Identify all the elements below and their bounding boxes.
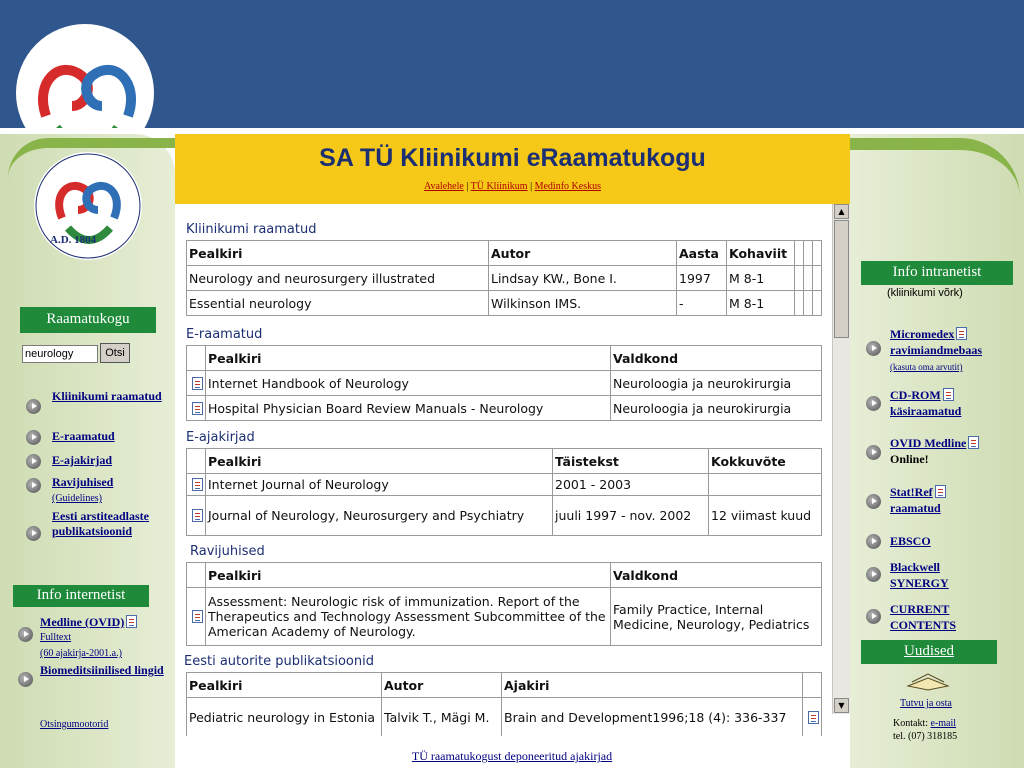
- table-row: [187, 588, 822, 646]
- contact-phone: tel. (07) 318185: [893, 731, 958, 742]
- empty-cell: [804, 241, 813, 266]
- right-item-cdrom[interactable]: [890, 387, 961, 419]
- table-kliinikumi: [186, 240, 822, 316]
- section-title-eraamatud: E-raamatud: [186, 327, 263, 342]
- section-raamatukogu: Raamatukogu: [20, 307, 156, 333]
- cell-title: Pediatric neurology in Estonia: [187, 698, 382, 737]
- nav-bullet-icon: [26, 430, 41, 445]
- right-item-ovid[interactable]: [890, 435, 979, 467]
- document-icon: [956, 327, 967, 340]
- cell-field: Neuroloogia ja neurokirurgia: [611, 371, 822, 396]
- ovid-online: Online!: [890, 452, 929, 466]
- table-row: [187, 291, 822, 316]
- table-eraamatud: [186, 345, 822, 421]
- nav-bullet-icon: [866, 609, 881, 624]
- document-icon[interactable]: [192, 377, 203, 390]
- table-row: [187, 496, 822, 536]
- nav-bullet-icon: [866, 396, 881, 411]
- nav-ravijuhised[interactable]: [52, 475, 113, 506]
- empty-cell: [813, 291, 822, 316]
- cell-title[interactable]: Internet Handbook of Neurology: [206, 371, 611, 396]
- nav-bullet-icon: [866, 567, 881, 582]
- empty-cell: [804, 291, 813, 316]
- cell-location: M 8-1: [727, 291, 795, 316]
- col-header: Autor: [382, 673, 502, 698]
- document-icon[interactable]: [192, 610, 203, 623]
- cell-location: M 8-1: [727, 266, 795, 291]
- nav-medline-ovid[interactable]: [40, 615, 165, 661]
- section-info-intranetist: Info intranetist: [861, 261, 1013, 285]
- link-tu-kliinikum[interactable]: TÜ Kliinikum: [470, 181, 528, 192]
- contact-label: Kontakt:: [893, 718, 928, 729]
- right-item-micromedex[interactable]: [890, 326, 982, 375]
- search-input[interactable]: neurology: [22, 345, 98, 363]
- table-row: [187, 266, 822, 291]
- contact-line: [893, 718, 956, 729]
- nav-bullet-icon: [26, 478, 41, 493]
- right-item-ebsco[interactable]: [890, 533, 931, 549]
- nav-bullet-icon: [866, 534, 881, 549]
- vertical-scrollbar[interactable]: [832, 204, 850, 714]
- col-header: Aasta: [677, 241, 727, 266]
- cell-fulltext: 2001 - 2003: [553, 474, 709, 496]
- cell-title[interactable]: Journal of Neurology, Neurosurgery and Psychiatry: [206, 496, 553, 536]
- cell-author: Talvik T., Mägi M.: [382, 698, 502, 737]
- document-icon: [968, 436, 979, 449]
- col-header: Valdkond: [611, 346, 822, 371]
- nav-ravijuhised-sub: (Guidelines): [52, 493, 102, 504]
- nav-kliinikumi-raamatud[interactable]: Kliinikumi raamatud: [52, 389, 162, 403]
- table-eesti: [186, 672, 822, 736]
- page-banner: [175, 134, 850, 204]
- table-row: [187, 698, 822, 737]
- ovid-link[interactable]: OVID Medline: [890, 436, 967, 450]
- intranet-note: (kliinikumi võrk): [887, 287, 963, 299]
- blackwell-sub[interactable]: SYNERGY: [890, 576, 949, 590]
- cell-abstract: 12 viimast kuud: [709, 496, 822, 536]
- cell-year: -: [677, 291, 727, 316]
- current-sub[interactable]: CONTENTS: [890, 618, 957, 632]
- empty-cell: [795, 291, 804, 316]
- statref-link[interactable]: Stat!Ref: [890, 485, 933, 499]
- table-ravijuhised: [186, 562, 822, 646]
- nav-bullet-icon: [26, 399, 41, 414]
- scroll-down-icon[interactable]: ▼: [834, 698, 849, 713]
- col-header: Autor: [489, 241, 677, 266]
- ebsco-link[interactable]: EBSCO: [890, 534, 931, 548]
- section-title-kliinikumi: Kliinikumi raamatud: [186, 222, 317, 237]
- nav-eesti-publikatsioonid[interactable]: Eesti arstiteadlaste publikatsioonid: [52, 509, 149, 538]
- nav-e-raamatud[interactable]: E-raamatud: [52, 429, 115, 443]
- table-row: [187, 396, 822, 421]
- cell-abstract: [709, 474, 822, 496]
- blackwell-link[interactable]: Blackwell: [890, 560, 940, 574]
- table-row: [187, 371, 822, 396]
- col-header: Pealkiri: [187, 673, 382, 698]
- empty-cell: [187, 449, 206, 474]
- micromedex-sub[interactable]: ravimiandmebaas: [890, 343, 983, 357]
- right-item-current-contents[interactable]: [890, 601, 956, 633]
- scroll-thumb[interactable]: [834, 220, 849, 338]
- cell-author: Wilkinson IMS.: [489, 291, 677, 316]
- table-row: [187, 474, 822, 496]
- search-button[interactable]: Otsi: [100, 343, 130, 363]
- content-frame: [176, 204, 832, 736]
- nav-bullet-icon: [866, 341, 881, 356]
- nav-ravijuhised-label: Ravijuhised: [52, 475, 114, 489]
- nav-bullet-icon: [18, 627, 33, 642]
- page-title: SA TÜ Kliinikumi eRaamatukogu: [319, 144, 706, 172]
- nav-bullet-icon: [866, 494, 881, 509]
- col-header: Pealkiri: [187, 241, 489, 266]
- cell-title[interactable]: Hospital Physician Board Review Manuals - Neurology: [206, 396, 611, 421]
- footer-link[interactable]: TÜ raamatukogust deponeeritud ajakirjad: [411, 749, 613, 763]
- col-header: Kokkuvõte: [709, 449, 822, 474]
- section-uudised[interactable]: Uudised: [861, 640, 997, 664]
- contact-email[interactable]: e-mail: [930, 718, 957, 729]
- banner-links: Avalehele | TÜ Kliinikum | Medinfo Keskus: [424, 181, 601, 192]
- empty-cell: [187, 346, 206, 371]
- statref-sub[interactable]: raamatud: [890, 501, 941, 515]
- scroll-up-icon[interactable]: ▲: [834, 204, 849, 219]
- document-icon: [126, 615, 137, 628]
- empty-cell: [795, 266, 804, 291]
- cell-title[interactable]: Internet Journal of Neurology: [206, 474, 553, 496]
- medline-fulltext: Fulltext: [40, 632, 72, 643]
- cell-field: Neuroloogia ja neurokirurgia: [611, 396, 822, 421]
- news-link[interactable]: Tutvu ja osta: [900, 698, 952, 709]
- section-title-eesti: Eesti autorite publikatsioonid: [184, 654, 374, 669]
- section-title-eajakirjad: E-ajakirjad: [186, 430, 255, 445]
- empty-cell: [803, 673, 822, 698]
- cdrom-sub[interactable]: käsiraamatud: [890, 404, 962, 418]
- nav-bullet-icon: [866, 445, 881, 460]
- col-header: Kohaviit: [727, 241, 795, 266]
- cell-title: Neurology and neurosurgery illustrated: [187, 266, 489, 291]
- nav-e-ajakirjad[interactable]: E-ajakirjad: [52, 453, 112, 467]
- cell-title: Essential neurology: [187, 291, 489, 316]
- nav-otsingumootorid[interactable]: Otsingumootorid: [40, 719, 109, 730]
- link-avalehele[interactable]: Avalehele: [424, 181, 464, 192]
- section-title-ravijuhised: Ravijuhised: [190, 544, 265, 559]
- nav-bullet-icon: [26, 526, 41, 541]
- nav-bullet-icon: [26, 454, 41, 469]
- empty-cell: [804, 266, 813, 291]
- cell-author: Lindsay KW., Bone I.: [489, 266, 677, 291]
- empty-cell: [187, 563, 206, 588]
- current-link[interactable]: CURRENT: [890, 602, 950, 616]
- right-item-statref[interactable]: [890, 484, 946, 516]
- empty-cell: [813, 266, 822, 291]
- col-header: Täistekst: [553, 449, 709, 474]
- medline-count: (60 ajakirja-2001.a.): [40, 648, 122, 659]
- logo-year: A.D. 1804: [50, 234, 97, 246]
- medline-ovid-label: Medline (OVID): [40, 615, 125, 629]
- document-icon[interactable]: [192, 478, 203, 491]
- col-header: Pealkiri: [206, 449, 553, 474]
- document-icon[interactable]: [808, 711, 819, 724]
- cell-fulltext: juuli 1997 - nov. 2002: [553, 496, 709, 536]
- col-header: Valdkond: [611, 563, 822, 588]
- section-info-internetist: Info internetist: [13, 585, 149, 607]
- right-item-blackwell[interactable]: [890, 559, 949, 591]
- link-medinfo-keskus[interactable]: Medinfo Keskus: [534, 181, 601, 192]
- browser-screenshot: [0, 134, 1024, 768]
- document-icon[interactable]: [192, 402, 203, 415]
- document-icon: [943, 388, 954, 401]
- empty-cell: [795, 241, 804, 266]
- nav-bullet-icon: [18, 672, 33, 687]
- cell-field: Family Practice, Internal Medicine, Neurology, Pediatrics: [611, 588, 822, 646]
- micromedex-note: (kasuta oma arvutit): [890, 362, 963, 372]
- col-header: Pealkiri: [206, 346, 611, 371]
- cdrom-link[interactable]: CD-ROM: [890, 388, 941, 402]
- micromedex-link[interactable]: Micromedex: [890, 327, 955, 341]
- empty-cell: [813, 241, 822, 266]
- document-icon[interactable]: [192, 509, 203, 522]
- col-header: Ajakiri: [502, 673, 803, 698]
- books-icon: [906, 668, 950, 692]
- table-eajakirjad: [186, 448, 822, 536]
- cell-title[interactable]: Assessment: Neurologic risk of immunization. Report of the Therapeutics and Technology Assessment Subcommittee of the American Academy of Neurology.: [206, 588, 611, 646]
- cell-year: 1997: [677, 266, 727, 291]
- document-icon: [935, 485, 946, 498]
- nav-biomeditsiinilised-lingid[interactable]: Biomeditsiinilised lingid: [40, 663, 164, 677]
- cell-journal: Brain and Development1996;18 (4): 336-337: [502, 698, 803, 737]
- col-header: Pealkiri: [206, 563, 611, 588]
